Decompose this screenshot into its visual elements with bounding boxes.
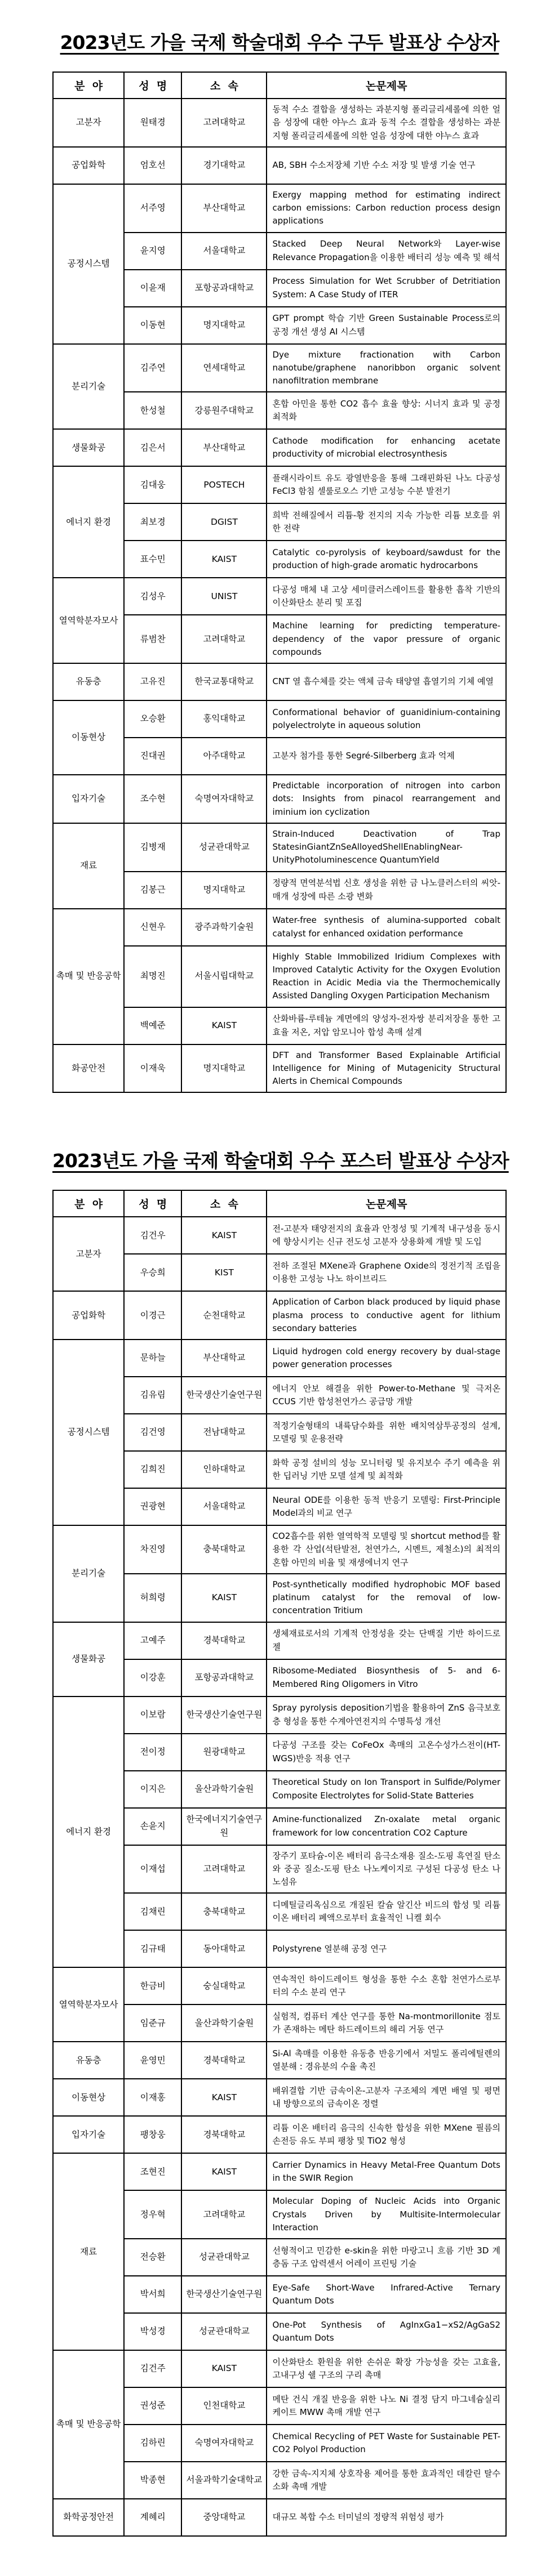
table-row (53, 2079, 506, 2116)
category-cell: 이동현상 (53, 2079, 124, 2116)
category-cell: 촉매 및 반응공학 (53, 909, 124, 1044)
affiliation-cell: 명지대학교 (181, 307, 267, 344)
header-field: 분 야 (53, 1190, 124, 1217)
table-row (53, 2153, 506, 2190)
name-cell: 서주영 (124, 184, 181, 233)
name-cell: 임준규 (124, 2004, 181, 2042)
paper-title-cell: 혼합 아민을 통한 CO2 흡수 효율 향상: 시너지 효과 및 공정 최적화 (267, 392, 506, 429)
paper-title-cell: 다공성 구조를 갖는 CoFeOx 촉매의 고온수성가스전이(HT-WGS)반응 적용 연구 (267, 1734, 506, 1771)
affiliation-cell: 서울대학교 (181, 233, 267, 270)
affiliation-cell: 한국교통대학교 (181, 663, 267, 700)
paper-title-cell: 전-고분자 태양전지의 효율과 안정성 및 기계적 내구성을 동시에 향상시키는 신규 전도성 고분자 상용화제 개발 및 도입 (267, 1217, 506, 1254)
name-cell: 이재홍 (124, 2079, 181, 2116)
name-cell: 이경근 (124, 1291, 181, 1340)
name-cell: 김은서 (124, 429, 181, 466)
category-cell: 고분자 (53, 99, 124, 147)
paper-title-cell: 동적 수소 결합을 생성하는 과분지형 폴리글리세롤에 의한 얼음 성장에 대한 야누스 효과 동적 수소 결합을 생성하는 과분지형 폴리글리세롤에 의한 얼음 성장에 대한 야누스 효과 (267, 99, 506, 147)
name-cell: 박종현 (124, 2462, 181, 2499)
name-cell: 이재욱 (124, 1044, 181, 1093)
table2-body (53, 1217, 506, 2536)
category-cell: 공업화학 (53, 147, 124, 184)
affiliation-cell: 고려대학교 (181, 2190, 267, 2239)
name-cell: 신현우 (124, 909, 181, 946)
affiliation-cell: 숙명여자대학교 (181, 775, 267, 823)
table-row (53, 1291, 506, 1340)
paper-title-cell: 적정기술형태의 내륙담수화를 위한 배치역삼투공정의 설계, 모델링 및 운용전략 (267, 1414, 506, 1451)
paper-title-cell: 배위결합 기반 금속이온-고분자 구조체의 계면 배열 및 평면 내 방향으로의 금속이온 정렬 (267, 2079, 506, 2116)
paper-title-cell: 강한 금속-지지체 상호작용 제어를 통한 효과적인 데칼린 탈수소화 촉매 개발 (267, 2462, 506, 2499)
affiliation-cell: 부산대학교 (181, 429, 267, 466)
name-cell: 김규태 (124, 1930, 181, 1967)
category-cell: 유동층 (53, 2042, 124, 2079)
table-row (53, 2116, 506, 2153)
table-row (53, 147, 506, 184)
affiliation-cell: 인하대학교 (181, 1451, 267, 1488)
table-row (53, 578, 506, 615)
name-cell: 권광현 (124, 1488, 181, 1525)
name-cell: 전이정 (124, 1734, 181, 1771)
paper-title-cell: 전하 조절된 MXene과 Graphene Oxide의 정전기적 조립을 이용한 고성능 나노 하이브리드 (267, 1254, 506, 1291)
table-row (53, 2499, 506, 2536)
name-cell: 김유림 (124, 1377, 181, 1414)
paper-title-cell: 플래시라이트 유도 광열반응을 통해 그래핀화된 나노 다공성 FeCl3 함침 셀룰로오스 기반 고성능 수분 발전기 (267, 466, 506, 503)
paper-title-cell: Catalytic co-pyrolysis of keyboard/sawdust for the production of high-grade aromatic hydrocarbons (267, 541, 506, 578)
paper-title-cell: Amine-functionalized Zn-oxalate metal organic framework for low concentration CO2 Capture (267, 1808, 506, 1845)
oral-award-table (52, 72, 507, 1093)
affiliation-cell: 홍익대학교 (181, 700, 267, 738)
table-row (53, 2042, 506, 2079)
name-cell: 손윤지 (124, 1808, 181, 1845)
affiliation-cell: 성균관대학교 (181, 2313, 267, 2350)
table-row (53, 823, 506, 872)
affiliation-cell: 원광대학교 (181, 1734, 267, 1771)
category-cell: 재료 (53, 2153, 124, 2350)
paper-title-cell: Carrier Dynamics in Heavy Metal-Free Quantum Dots in the SWIR Region (267, 2153, 506, 2190)
affiliation-cell: KAIST (181, 1217, 267, 1254)
category-cell: 공업화학 (53, 1291, 124, 1340)
table-row (53, 1967, 506, 2004)
paper-title-cell: Water-free synthesis of alumina-supported cobalt catalyst for enhanced oxidation performance (267, 909, 506, 946)
table-row (53, 1044, 506, 1093)
affiliation-cell: 순천대학교 (181, 1291, 267, 1340)
name-cell: 이보람 (124, 1697, 181, 1734)
name-cell: 고유진 (124, 663, 181, 700)
paper-title-cell: 산화바륨-루테늄 계면에의 양성자-전자쌍 분리저장을 통한 고효율 저온, 저압 암모니아 합성 촉매 설계 (267, 1007, 506, 1044)
header-name: 성 명 (124, 72, 181, 99)
affiliation-cell: 중앙대학교 (181, 2499, 267, 2536)
affiliation-cell: 동아대학교 (181, 1930, 267, 1967)
paper-title-cell: 희박 전해질에서 리튬-황 전지의 지속 가능한 리튬 보호를 위한 전략 (267, 503, 506, 541)
paper-title-cell: Cathode modification for enhancing acetate productivity of microbial electrosynthesis (267, 429, 506, 466)
table-row (53, 184, 506, 233)
table-row (53, 1217, 506, 1254)
affiliation-cell: 강릉원주대학교 (181, 392, 267, 429)
paper-title-cell: Process Simulation for Wet Scrubber of Detritiation System: A Case Study of ITER (267, 270, 506, 307)
name-cell: 우승희 (124, 1254, 181, 1291)
affiliation-cell: 한국생산기술연구원 (181, 2276, 267, 2313)
paper-title-cell: Theoretical Study on Ion Transport in Sulfide/Polymer Composite Electrolytes for Solid-State Batteries (267, 1771, 506, 1808)
paper-title-cell: 고분자 첨가를 통한 Segré-Silberberg 효과 억제 (267, 738, 506, 775)
name-cell: 김봉근 (124, 872, 181, 909)
affiliation-cell: 서울대학교 (181, 1488, 267, 1525)
affiliation-cell: 명지대학교 (181, 872, 267, 909)
oral-award-title: 2023년도 가을 국제 학술대회 우수 구두 발표상 수상자 (60, 32, 499, 53)
affiliation-cell: 경북대학교 (181, 1622, 267, 1659)
affiliation-cell: 한국생산기술연구원 (181, 1697, 267, 1734)
category-cell: 화공안전 (53, 1044, 124, 1093)
affiliation-cell: KIST (181, 1254, 267, 1291)
name-cell: 윤영민 (124, 2042, 181, 2079)
category-cell: 열역학분자모사 (53, 578, 124, 663)
name-cell: 김채린 (124, 1893, 181, 1930)
paper-title-cell: Strain-Induced Deactivation of Trap StatesinGiantZnSeAlloyedShellEnablingNear-UnityPhotoluminescence QuantumYield (267, 823, 506, 872)
category-cell: 재료 (53, 823, 124, 909)
name-cell: 엄호선 (124, 147, 181, 184)
table-row (53, 429, 506, 466)
header-field: 분 야 (53, 72, 124, 99)
name-cell: 박서희 (124, 2276, 181, 2313)
category-cell: 생물화공 (53, 429, 124, 466)
paper-title-cell: Post-synthetically modified hydrophobic MOF based platinum catalyst for the removal of low-concentration Tritium (267, 1574, 506, 1622)
paper-title-cell: Neural ODE를 이용한 동적 반응기 모델링: First-Principle Model과의 비교 연구 (267, 1488, 506, 1525)
paper-title-cell: CO2흡수를 위한 열역학적 모델링 및 shortcut method를 활용한 각 산업(석탄발전, 천연가스, 시멘트, 제철소)의 최적의 혼합 아민의 비율 및 재생에너지 연구 (267, 1525, 506, 1574)
category-cell: 공정시스템 (53, 184, 124, 344)
affiliation-cell: KAIST (181, 1574, 267, 1622)
paper-title-cell: 선형적이고 민감한 e-skin을 위한 마랑고니 흐름 기반 3D 계층돔 구조 압력센서 어레이 프린팅 기술 (267, 2239, 506, 2276)
paper-title-cell: AB, SBH 수소저장체 기반 수소 저장 및 발생 기술 연구 (267, 147, 506, 184)
header-affiliation: 소 속 (181, 1190, 267, 1217)
paper-title-cell: Exergy mapping method for estimating indirect carbon emissions: Carbon reduction process design applications (267, 184, 506, 233)
paper-title-cell: 이산화탄소 환원을 위한 손쉬운 확장 가능성을 갖는 고효율, 고내구성 쉘 구조의 구리 촉매 (267, 2350, 506, 2387)
table-row (53, 1340, 506, 1377)
paper-title-cell: 연속적인 하이드레이트 형성을 통한 수소 혼합 천연가스로부터의 수소 분리 연구 (267, 1967, 506, 2004)
poster-award-title: 2023년도 가을 국제 학술대회 우수 포스터 발표상 수상자 (52, 1150, 509, 1172)
paper-title-cell: 대규모 복합 수소 터미널의 정량적 위험성 평가 (267, 2499, 506, 2536)
affiliation-cell: UNIST (181, 578, 267, 615)
name-cell: 이윤재 (124, 270, 181, 307)
name-cell: 김희진 (124, 1451, 181, 1488)
name-cell: 이동현 (124, 307, 181, 344)
table-header-row (53, 1190, 506, 1217)
affiliation-cell: 경북대학교 (181, 2116, 267, 2153)
affiliation-cell: DGIST (181, 503, 267, 541)
document-page (52, 0, 507, 2576)
table-row (53, 1622, 506, 1659)
affiliation-cell: 고려대학교 (181, 615, 267, 663)
name-cell: 김건주 (124, 2350, 181, 2387)
affiliation-cell: 한국에너지기술연구원 (181, 1808, 267, 1845)
table1-body (53, 99, 506, 1092)
affiliation-cell: 경기대학교 (181, 147, 267, 184)
name-cell: 정우혁 (124, 2190, 181, 2239)
affiliation-cell: KAIST (181, 2079, 267, 2116)
category-cell: 분리기술 (53, 344, 124, 430)
name-cell: 이지은 (124, 1771, 181, 1808)
affiliation-cell: 연세대학교 (181, 344, 267, 392)
category-cell: 열역학분자모사 (53, 1967, 124, 2042)
header-affiliation: 소 속 (181, 72, 267, 99)
affiliation-cell: 경북대학교 (181, 2042, 267, 2079)
name-cell: 차진영 (124, 1525, 181, 1574)
paper-title-cell: Polystyrene 열분해 공정 연구 (267, 1930, 506, 1967)
category-cell: 분리기술 (53, 1525, 124, 1622)
paper-title-cell: Si-Al 촉매를 이용한 유동층 반응기에서 저밀도 폴리에틸렌의 열분해 : 경유분의 수율 촉진 (267, 2042, 506, 2079)
name-cell: 김병재 (124, 823, 181, 872)
name-cell: 김건영 (124, 1414, 181, 1451)
paper-title-cell: GPT prompt 학습 기반 Green Sustainable Process로의 공정 개선 생성 AI 시스템 (267, 307, 506, 344)
paper-title-cell: One-Pot Synthesis of AgInxGa1−xS2/AgGaS2 Quantum Dots (267, 2313, 506, 2350)
paper-title-cell: 에너지 안보 해결을 위한 Power-to-Methane 및 극저온 CCUS 기반 합성천연가스 공급망 개발 (267, 1377, 506, 1414)
affiliation-cell: 고려대학교 (181, 1845, 267, 1894)
category-cell: 유동층 (53, 663, 124, 700)
affiliation-cell: 숙명여자대학교 (181, 2425, 267, 2462)
name-cell: 이재섭 (124, 1845, 181, 1894)
affiliation-cell: 아주대학교 (181, 738, 267, 775)
affiliation-cell: KAIST (181, 2350, 267, 2387)
name-cell: 전승환 (124, 2239, 181, 2276)
affiliation-cell: 울산과학기술원 (181, 1771, 267, 1808)
name-cell: 표수민 (124, 541, 181, 578)
affiliation-cell: 성균관대학교 (181, 2239, 267, 2276)
category-cell: 에너지 환경 (53, 1697, 124, 1968)
paper-title-cell: Highly Stable Immobilized Iridium Complexes with Improved Catalytic Activity for the Oxygen Evolution Reaction in Acidic Media via the Thermochemically Assisted Dangling Oxygen Participation Mechanism (267, 946, 506, 1007)
paper-title-cell: 메탄 건식 개질 반응을 위한 나노 Ni 결정 담지 마그네슘실리케이트 MWW 촉매 개발 연구 (267, 2387, 506, 2425)
paper-title-cell: Dye mixture fractionation with Carbon nanotube/graphene nanoribbon organic solvent nanofiltration membrane (267, 344, 506, 392)
header-paper-title: 논문제목 (267, 72, 506, 99)
name-cell: 팽창웅 (124, 2116, 181, 2153)
name-cell: 원태경 (124, 99, 181, 147)
category-cell: 화학공정안전 (53, 2499, 124, 2536)
paper-title-cell: 장주기 포타슘-이온 배터리 음극소재용 질소-도핑 흑연질 탄소와 중공 질소-도핑 탄소 나노케이지로 구성된 다공성 탄소 나노섬유 (267, 1845, 506, 1894)
name-cell: 진대권 (124, 738, 181, 775)
name-cell: 권성준 (124, 2387, 181, 2425)
name-cell: 김대웅 (124, 466, 181, 503)
name-cell: 조수현 (124, 775, 181, 823)
paper-title-cell: Liquid hydrogen cold energy recovery by dual-stage power generation processes (267, 1340, 506, 1377)
table-row (53, 700, 506, 738)
table-row (53, 663, 506, 700)
affiliation-cell: 서울시립대학교 (181, 946, 267, 1007)
table-row (53, 344, 506, 392)
poster-award-table (52, 1190, 507, 2537)
name-cell: 류범찬 (124, 615, 181, 663)
paper-title-cell: Ribosome-Mediated Biosynthesis of 5- and 6-Membered Ring Oligomers in Vitro (267, 1659, 506, 1697)
category-cell: 고분자 (53, 1217, 124, 1291)
affiliation-cell: KAIST (181, 1007, 267, 1044)
affiliation-cell: 숭실대학교 (181, 1967, 267, 2004)
affiliation-cell: 포항공과대학교 (181, 1659, 267, 1697)
paper-title-cell: Application of Carbon black produced by liquid phase plasma process to conductive agent for lithium secondary batteries (267, 1291, 506, 1340)
affiliation-cell: 인천대학교 (181, 2387, 267, 2425)
table-row (53, 1697, 506, 1734)
category-cell: 촉매 및 반응공학 (53, 2350, 124, 2499)
affiliation-cell: 성균관대학교 (181, 823, 267, 872)
name-cell: 허희령 (124, 1574, 181, 1622)
paper-title-cell: CNT 열 흡수체를 갖는 액체 금속 태양열 흡열기의 기체 예열 (267, 663, 506, 700)
name-cell: 문하늘 (124, 1340, 181, 1377)
category-cell: 입자기술 (53, 2116, 124, 2153)
table-header-row (53, 72, 506, 99)
name-cell: 최보경 (124, 503, 181, 541)
affiliation-cell: 한국생산기술연구원 (181, 1377, 267, 1414)
table-row (53, 2350, 506, 2387)
name-cell: 김성우 (124, 578, 181, 615)
paper-title-cell: Eye-Safe Short-Wave Infrared-Active Ternary Quantum Dots (267, 2276, 506, 2313)
paper-title-cell: Molecular Doping of Nucleic Acids into Organic Crystals Driven by Multisite-Intermolecular Interaction (267, 2190, 506, 2239)
paper-title-cell: 실험적, 컴퓨터 계산 연구를 통한 Na-montmorillonite 점토가 존재하는 메탄 하드레이트의 해리 거동 연구 (267, 2004, 506, 2042)
affiliation-cell: 명지대학교 (181, 1044, 267, 1093)
paper-title-cell: 정량적 면역분석법 신호 생성을 위한 금 나노클러스터의 씨앗-매개 성장에 따른 소광 변화 (267, 872, 506, 909)
affiliation-cell: 충북대학교 (181, 1893, 267, 1930)
category-cell: 에너지 환경 (53, 466, 124, 578)
paper-title-cell: Chemical Recycling of PET Waste for Sustainable PET-CO2 Polyol Production (267, 2425, 506, 2462)
name-cell: 오승환 (124, 700, 181, 738)
paper-title-cell: 디메틸글리옥심으로 개질된 칼슘 알긴산 비드의 합성 및 리튬 이온 배터리 폐액으로부터 효율적인 니켈 회수 (267, 1893, 506, 1930)
category-cell: 생물화공 (53, 1622, 124, 1697)
paper-title-cell: Spray pyrolysis deposition기법을 활용하여 ZnS 음극보호층 형성을 통한 수계아연전지의 수명특성 개선 (267, 1697, 506, 1734)
name-cell: 김하린 (124, 2425, 181, 2462)
paper-title-cell: Conformational behavior of guanidinium-containing polyelectrolyte in aqueous solution (267, 700, 506, 738)
paper-title-cell: DFT and Transformer Based Explainable Artificial Intelligence for Mining of Mutagenicity Structural Alerts in Chemical Compounds (267, 1044, 506, 1093)
header-paper-title: 논문제목 (267, 1190, 506, 1217)
affiliation-cell: 부산대학교 (181, 1340, 267, 1377)
paper-title-cell: 리튬 이온 배터리 음극의 신속한 합성을 위한 MXene 필름의 손전등 유도 부피 팽창 및 TiO2 형성 (267, 2116, 506, 2153)
paper-title-cell: Machine learning for predicting temperature-dependency of the vapor pressure of organic compounds (267, 615, 506, 663)
affiliation-cell: POSTECH (181, 466, 267, 503)
name-cell: 조현진 (124, 2153, 181, 2190)
name-cell: 한성철 (124, 392, 181, 429)
category-cell: 이동현상 (53, 700, 124, 775)
affiliation-cell: 울산과학기술원 (181, 2004, 267, 2042)
name-cell: 최명진 (124, 946, 181, 1007)
affiliation-cell: 포항공과대학교 (181, 270, 267, 307)
name-cell: 김주연 (124, 344, 181, 392)
category-cell: 공정시스템 (53, 1340, 124, 1525)
table-row (53, 99, 506, 147)
affiliation-cell: KAIST (181, 541, 267, 578)
table-row (53, 775, 506, 823)
name-cell: 윤지영 (124, 233, 181, 270)
affiliation-cell: KAIST (181, 2153, 267, 2190)
table-row (53, 466, 506, 503)
category-cell: 입자기술 (53, 775, 124, 823)
affiliation-cell: 충북대학교 (181, 1525, 267, 1574)
affiliation-cell: 전남대학교 (181, 1414, 267, 1451)
name-cell: 고예주 (124, 1622, 181, 1659)
name-cell: 이강훈 (124, 1659, 181, 1697)
header-name: 성 명 (124, 1190, 181, 1217)
paper-title-cell: Predictable incorporation of nitrogen into carbon dots: Insights from pinacol rearrangement and iminium ion cyclization (267, 775, 506, 823)
name-cell: 박성경 (124, 2313, 181, 2350)
name-cell: 김건우 (124, 1217, 181, 1254)
affiliation-cell: 부산대학교 (181, 184, 267, 233)
name-cell: 한금비 (124, 1967, 181, 2004)
affiliation-cell: 서울과학기술대학교 (181, 2462, 267, 2499)
table-row (53, 1525, 506, 1574)
paper-title-cell: Stacked Deep Neural Network와 Layer-wise Relevance Propagation을 이용한 배터리 성능 예측 및 해석 (267, 233, 506, 270)
affiliation-cell: 광주과학기술원 (181, 909, 267, 946)
paper-title-cell: 화학 공정 설비의 성능 모니터링 및 유지보수 주기 예측을 위한 딥러닝 기반 모델 설계 및 최적화 (267, 1451, 506, 1488)
affiliation-cell: 고려대학교 (181, 99, 267, 147)
paper-title-cell: 다공성 매체 내 고상 세미클러스레이트를 활용한 흡착 기반의 이산화탄소 분리 및 포집 (267, 578, 506, 615)
name-cell: 계혜리 (124, 2499, 181, 2536)
name-cell: 백예준 (124, 1007, 181, 1044)
paper-title-cell: 생체재료로서의 기계적 안정성을 갖는 단백질 기반 하이드로젤 (267, 1622, 506, 1659)
table-row (53, 909, 506, 946)
